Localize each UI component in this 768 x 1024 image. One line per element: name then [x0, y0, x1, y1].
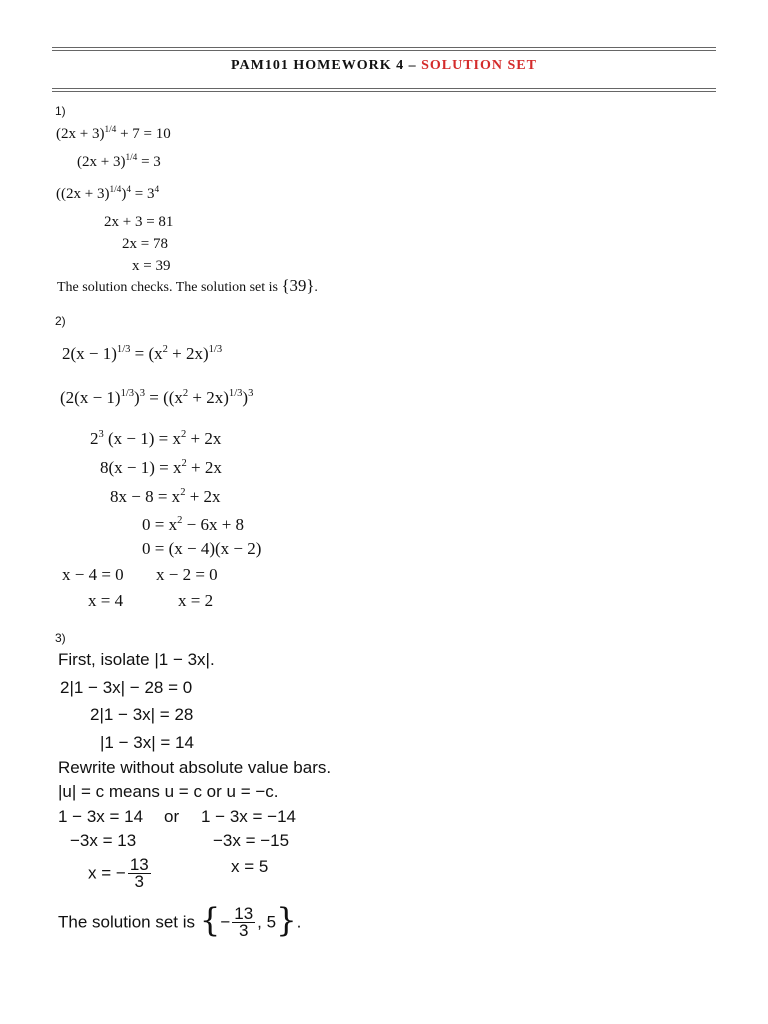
- problem-3-number: 3): [55, 631, 66, 645]
- p2-line-8b: x − 2 = 0: [156, 565, 218, 584]
- p3-conclusion: The solution set is {− $\frac{13}{3}$ , 5}.: [58, 900, 302, 940]
- p2-line-1: $2(x - 1)^{1/3} = (x^2 + 2x)^{1/3}$: [62, 343, 223, 363]
- top-rule-2: [52, 50, 716, 51]
- p1-conclusion: The solution checks. The solution set is {39}.: [57, 276, 318, 295]
- p3-fraction-13-3: $\frac{13}{3}$: [129, 855, 149, 891]
- p2-line-9a: x = 4: [88, 591, 124, 610]
- p1-line-5: 2x = 78: [122, 236, 168, 252]
- p3-intro: First, isolate |1 − 3x|.: [58, 650, 215, 669]
- problem-2-number: 2): [55, 314, 66, 328]
- p3-line-2: 2|1 − 3x| = 28: [90, 705, 194, 724]
- bottom-rule-2: [52, 91, 716, 92]
- p2-line-5: $8x - 8 = x^2 + 2x$: [110, 486, 221, 506]
- p2-line-4: $8(x - 1) = x^2 + 2x$: [100, 457, 222, 477]
- p3-line-5a: −3x = 13: [70, 831, 137, 850]
- p2-line-8a: x − 4 = 0: [62, 565, 124, 584]
- p1-line-2: $(2x + 3)^{1/4} = 3$: [77, 153, 161, 171]
- p3-or: or: [164, 807, 180, 826]
- p3-line-1: 2|1 − 3x| − 28 = 0: [60, 678, 193, 697]
- p1-line-4: 2x + 3 = 81: [104, 214, 174, 230]
- p2-line-9b: x = 2: [178, 591, 214, 610]
- page-title: PAM101 HOMEWORK 4 – SOLUTION SET: [231, 58, 537, 73]
- p2-line-2: $(2(x - 1)^{1/3})^3 = ((x^2 + 2x)^{1/3})^3$: [60, 387, 254, 407]
- p1-line-3: $((2x + 3)^{1/4})^4 = 3^4$: [56, 185, 160, 203]
- p3-line-4b: 1 − 3x = −14: [201, 807, 296, 826]
- title-accent: SOLUTION SET: [421, 58, 537, 73]
- p2-line-6: $0 = x^2 - 6x + 8$: [142, 514, 245, 534]
- top-rule-1: [52, 47, 716, 48]
- p1-line-6: x = 39: [132, 258, 171, 274]
- p3-line-3: |1 − 3x| = 14: [100, 733, 194, 752]
- p3-line-5b: −3x = −15: [213, 831, 290, 850]
- p3-rewrite: Rewrite without absolute value bars.: [58, 758, 332, 777]
- p2-line-7: 0 = (x − 4)(x − 2): [142, 539, 262, 558]
- problem-1-number: 1): [55, 104, 66, 118]
- p3-means: |u| = c means u = c or u = −c.: [58, 782, 279, 801]
- p3-line-6b: x = 5: [231, 857, 269, 876]
- p3-line-4a: 1 − 3x = 14: [58, 807, 144, 826]
- bottom-rule-1: [52, 88, 716, 89]
- p2-line-3: $2^3$ $(x - 1) = x^2 + 2x$: [90, 428, 222, 448]
- p3-line-6a: x = − $\frac{13}{3}$: [88, 855, 149, 891]
- p1-line-1: $(2x + 3)^{1/4} + 7 = 10$: [56, 125, 171, 143]
